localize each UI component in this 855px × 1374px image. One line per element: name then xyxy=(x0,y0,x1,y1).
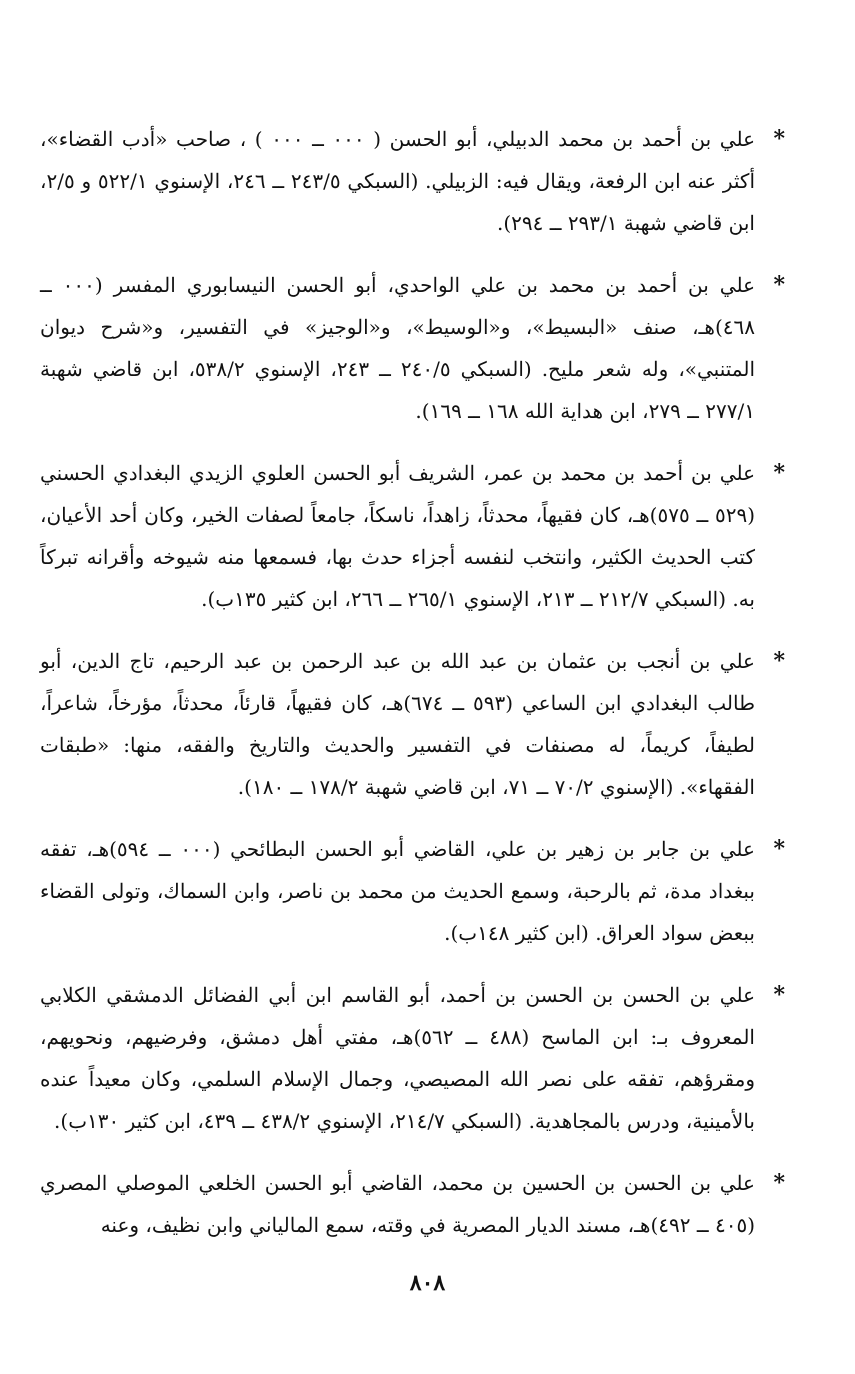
entry-bullet-icon: * xyxy=(773,1170,785,1196)
entry-bullet-icon: * xyxy=(773,126,785,152)
page-number: ۸۰۸ xyxy=(409,1270,446,1296)
entry-bullet-icon: * xyxy=(773,460,785,486)
entry-bullet-icon: * xyxy=(773,836,785,862)
entry-ali-al-khilai xyxy=(40,1162,785,1246)
entry-ali-al-bataihi xyxy=(40,828,785,954)
entry-ali-al-dubayli xyxy=(40,118,785,244)
entry-text: علي بن الحسن بن الحسين بن محمد، القاضي أبو الحسن الخلعي الموصلي المصري (٤۰٥ ــ ٤۹۲)هـ، مسند الديار المصرية في وقته، سمع المالياني وابن نظيف، وعنه xyxy=(40,1171,755,1237)
entry-text: علي بن جابر بن زهير بن علي، القاضي أبو الحسن البطائحي (۰۰۰ ــ ٥۹٤)هـ، تفقه ببغداد مدة، ثم بالرحبة، وسمع الحديث من محمد بن ناصر، وابن السماك، وتولى القضاء ببعض سواد العراق. (ابن كثير ۱٤۸ب). xyxy=(40,837,755,945)
entry-ali-al-alawi xyxy=(40,452,785,620)
entry-text: علي بن الحسن بن الحسن بن أحمد، أبو القاسم ابن أبي الفضائل الدمشقي الكلابي المعروف بـ: ابن الماسح (٤۸۸ ــ ٥٦۲)هـ، مفتي أهل دمشق، وفرضيهم، ونحويهم، ومقرؤهم، تفقه على نصر الله المصيصي، وجمال الإسلام السلمي، وكان معيداً عنده بالأمينية، ودرس بالمجاهدية. (السبكي ۲۱٤/۷، الإسنوي ٤۳۸/۲ ــ ٤۳۹، ابن كثير ۱۳۰ب). xyxy=(40,983,755,1133)
entry-ali-ibn-al-saai xyxy=(40,640,785,808)
entry-text: علي بن أحمد بن محمد بن علي الواحدي، أبو الحسن النيسابوري المفسر (۰۰۰ ــ ٤٦۸)هـ، صنف «البسيط»، و«الوسيط»، و«الوجيز» في التفسير، و«شرح ديوان المتنبي»، وله شعر مليح. (السبكي ۲٤۰/٥ ــ ۲٤۳، الإسنوي ٥۳۸/۲، ابن قاضي شهبة ۲۷۷/۱ ــ ۲۷۹، ابن هداية الله ۱٦۸ ــ ۱٦۹). xyxy=(40,273,756,423)
entries-list xyxy=(40,98,785,1252)
entry-text: علي بن أحمد بن محمد بن عمر، الشريف أبو الحسن العلوي الزيدي البغدادي الحسني (٥۲۹ ــ ٥۷٥)هـ، كان فقيهاً، محدثاً، زاهداً، ناسكاً، جامعاً لصفات الخير، وكان أحد الأعيان، كتب الحديث الكثير، وانتخب لنفسه أجزاء حدث بها، فسمعها منه شيوخه وأقرانه تبركاً به. (السبكي ۲۱۲/۷ ــ ۲۱۳، الإسنوي ۲٦٥/۱ ــ ۲٦٦، ابن كثير ۱۳٥ب). xyxy=(40,461,756,611)
entry-ali-ibn-al-masih xyxy=(40,974,785,1142)
entry-text: علي بن أحمد بن محمد الدبيلي، أبو الحسن ( ۰۰۰ ــ ۰۰۰ ) ، صاحب «أدب القضاء»، أكثر عنه ابن الرفعة، ويقال فيه: الزبيلي. (السبكي ۲٤۳/٥ ــ ۲٤٦، الإسنوي ٥۲۲/۱ و ۲/٥، ابن قاضي شهبة ۲۹۳/۱ ــ ۲۹٤). xyxy=(40,127,756,235)
entry-bullet-icon: * xyxy=(773,272,785,298)
entry-bullet-icon: * xyxy=(773,982,785,1008)
entry-ali-al-wahidi xyxy=(40,264,785,432)
entry-bullet-icon: * xyxy=(773,648,785,674)
entry-text: علي بن أنجب بن عثمان بن عبد الله بن عبد الرحمن بن عبد الرحيم، تاج الدين، أبو طالب البغدادي ابن الساعي (٥۹۳ ــ ٦۷٤)هـ، كان فقيهاً، قارئاً، محدثاً، مؤرخاً، شاعراً، لطيفاً، كريماً، له مصنفات في التفسير والحديث والتاريخ والفقه، منها: «طبقات الفقهاء». (الإسنوي ۷۰/۲ ــ ۷۱، ابن قاضي شهبة ۱۷۸/۲ ــ ۱۸۰). xyxy=(40,649,756,799)
